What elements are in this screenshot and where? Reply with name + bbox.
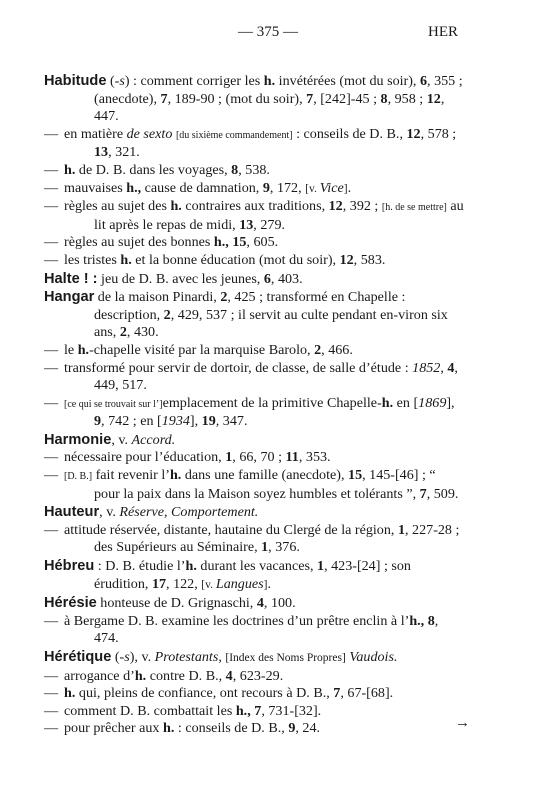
entry-text: de la maison Pinardi, (94, 289, 221, 306)
entry-text: , 466. (321, 341, 353, 358)
entry-text: 6 (263, 270, 271, 287)
entry-text: Comportement. (171, 504, 259, 521)
entry-text: h., (235, 702, 251, 719)
headword: Habitude (44, 73, 107, 89)
entry-text: , 66, 70 ; (232, 449, 286, 466)
entry-text: , 145-[46] ; “ pour la paix dans la Maison soyez humbles et tolérants ”, (94, 467, 436, 502)
entry-text: 13 (94, 144, 109, 161)
index-subentry (44, 126, 464, 162)
entry-text: , 423-[24] ; son érudition, (94, 558, 411, 592)
entry-text: : conseils de D. B., (174, 720, 289, 737)
entry-text: mauvaises (64, 179, 127, 196)
entry-text: [v. (305, 182, 320, 195)
entry-text: , 355 ; (anecdote), (94, 73, 463, 107)
entry-text: , 429, 537 ; il servit au culte pendant en-viron six ans, (94, 306, 448, 341)
entry-text: [v. (201, 578, 216, 591)
entry-text: 4 (256, 595, 264, 612)
entry-text: en [ (393, 394, 419, 411)
entry-text: , 509. (426, 485, 459, 502)
entry-text: les tristes (64, 251, 121, 268)
entry-text: 9 (262, 179, 270, 196)
entry-text: durant les vacances, (196, 558, 318, 575)
index-headword-entry (44, 271, 464, 289)
entry-text: h. (185, 558, 197, 575)
entry-text: , 24. (295, 720, 321, 737)
entry-text: , [242]-45 ; (313, 90, 381, 107)
entry-text: 9 (288, 720, 296, 737)
headword: Hangar (44, 289, 95, 306)
entry-text: [h. de se mettre] (381, 202, 447, 214)
entry-text: , 353. (298, 449, 331, 466)
entry-text: h. (77, 341, 90, 358)
entry-text: 12 (406, 125, 421, 142)
entry-text: Vaudois. (349, 649, 398, 665)
entry-text: honteuse de D. Grignaschi, (96, 595, 257, 612)
headword: Hébreu (44, 558, 95, 575)
entry-text: 4 (447, 359, 455, 376)
subentry-dash: — (44, 467, 59, 484)
entry-text: , 447. (94, 90, 445, 125)
entry-text: [du sixième commandement] (175, 129, 293, 141)
entry-text: comment D. B. combattait les (64, 702, 236, 719)
entry-text: 12 (328, 198, 343, 215)
entry-text: à Bergame D. B. examine les doctrines d’un prêtre enclin à l’ (64, 612, 410, 629)
entry-text: 6 (419, 73, 428, 89)
entry-text: 7 (306, 90, 314, 107)
entry-text: : conseils de D. B., (292, 125, 407, 142)
subentry-dash: — (44, 685, 59, 702)
subentry-dash: — (44, 449, 59, 466)
subentry-dash: — (44, 161, 59, 178)
entry-text: 8 (427, 612, 435, 629)
index-subentry (44, 449, 464, 467)
entry-text: [D. B.] (64, 471, 93, 483)
entry-text: fait revenir l’ (92, 467, 170, 484)
index-headword-entry (44, 595, 464, 613)
headword: Hérétique (44, 649, 112, 665)
entry-text: , 392 ; (342, 198, 382, 215)
entry-text: : D. B. étudie l’ (94, 558, 186, 575)
continue-arrow-icon: → (455, 715, 470, 731)
entry-text: 17 (151, 575, 167, 592)
subentry-dash: — (44, 198, 59, 215)
entry-text: , 742 ; en [ (101, 413, 162, 430)
entry-text: -chapelle visité par la marquise Barolo, (89, 341, 315, 358)
entry-text: , v. (111, 431, 132, 448)
entry-text: , 321. (108, 144, 140, 161)
entry-text: ] (263, 578, 268, 591)
entry-text: h., (409, 612, 425, 629)
entry-text: , 605. (246, 234, 279, 251)
index-subentry (44, 685, 464, 703)
entry-text: , 449, 517. (94, 359, 458, 394)
entry-text: h. (163, 720, 175, 737)
entry-text: 7 (333, 685, 341, 702)
index-subentry (44, 720, 464, 738)
entry-text: [ce qui se trouvait sur l’] (64, 398, 163, 410)
entry-text: Protestants (154, 649, 219, 665)
entry-text: , 430. (126, 324, 159, 341)
entry-text: , 731-[32]. (261, 702, 322, 719)
entry-text: , 583. (353, 251, 386, 268)
entry-text: dans une famille (anecdote), (181, 467, 349, 484)
entry-text: 8 (380, 90, 388, 107)
subentry-dash: — (44, 359, 59, 376)
index-headword-entry (44, 432, 464, 450)
subentry-dash: — (44, 125, 59, 142)
subentry-dash: — (44, 234, 59, 251)
entry-text: 2 (220, 289, 228, 306)
index-headword-entry (44, 289, 464, 342)
entry-text: pour prêcher aux (64, 720, 164, 737)
index-entries (44, 72, 464, 738)
entry-text: de D. B. dans les voyages, (75, 161, 232, 178)
entry-text: , v. (99, 504, 120, 521)
entry-text: , 172, (269, 179, 306, 196)
entry-text: 1 (317, 558, 325, 575)
entry-text: ), v. (129, 649, 155, 665)
headword: Hérésie (44, 595, 97, 612)
entry-text: 1 (225, 449, 233, 466)
entry-text: h., (126, 179, 142, 196)
entry-text: règles au sujet des (64, 198, 171, 215)
entry-text: , 67-[68]. (340, 685, 394, 702)
entry-text: h. (134, 667, 147, 684)
entry-text: ], (189, 413, 202, 430)
entry-text: , 623-29. (232, 667, 284, 684)
entry-text: -s (114, 73, 125, 89)
headword: Halte ! : (44, 270, 98, 287)
entry-text: contre D. B., (146, 667, 226, 684)
entry-text: , 474. (94, 612, 439, 647)
entry-text: 13 (239, 216, 254, 233)
index-subentry (44, 668, 464, 686)
entry-text: , (163, 504, 172, 521)
entry-text: 15 (348, 467, 363, 484)
entry-text: 1 (397, 521, 405, 538)
entry-text: , 122, (166, 575, 202, 592)
entry-text: , (440, 359, 448, 376)
subentry-dash: — (44, 341, 59, 358)
entry-text: h. (120, 251, 132, 268)
entry-text: 1852 (412, 359, 441, 376)
subentry-dash: — (44, 251, 59, 268)
entry-text: , 403. (270, 270, 303, 287)
entry-text: h. (169, 467, 182, 484)
index-subentry (44, 234, 464, 252)
entry-text: 19 (201, 413, 216, 430)
entry-text: et la bonne éducation (mot du soir), (131, 251, 340, 268)
entry-text: 7 (419, 485, 427, 502)
index-headword-entry (44, 504, 464, 522)
entry-text: 12 (339, 251, 354, 268)
entry-text: 1 (261, 539, 269, 556)
subentry-dash: — (44, 612, 59, 629)
entry-text: [Index des Noms Propres] (225, 652, 346, 664)
entry-text: , 958 ; (387, 90, 427, 107)
entry-text: 1869 (418, 394, 447, 411)
entry-text: en matière (64, 125, 127, 142)
entry-text: , 279. (253, 216, 286, 233)
entry-text: h. (64, 685, 76, 702)
entry-text: 4 (225, 667, 233, 684)
entry-text: contraires aux traditions, (181, 198, 329, 215)
entry-text: , 578 ; (420, 125, 457, 142)
index-headword-entry (44, 73, 464, 126)
entry-text: Langues (215, 575, 264, 592)
entry-text: 12 (426, 90, 441, 107)
entry-text: , 227-28 ; des Supérieurs au Séminaire, (94, 521, 460, 556)
index-subentry (44, 522, 464, 557)
entry-text: 8 (231, 161, 239, 178)
entry-text: Réserve (119, 504, 164, 521)
index-subentry (44, 703, 464, 721)
entry-text: h. (263, 73, 276, 89)
entry-text: 2 (119, 324, 127, 341)
entry-text: invétérées (mot du soir), (275, 73, 420, 89)
index-subentry (44, 198, 464, 234)
entry-text: 11 (285, 449, 299, 466)
index-subentry (44, 360, 464, 395)
index-headword-entry (44, 649, 464, 668)
index-headword-entry (44, 558, 464, 594)
entry-text: , 538. (238, 161, 270, 178)
page-number: — 375 — (238, 24, 298, 40)
entry-text: , (218, 649, 226, 665)
subentry-dash: — (44, 720, 59, 737)
index-subentry (44, 613, 464, 648)
entry-text: jeu de D. B. avec les jeunes, (97, 270, 264, 287)
headword: Harmonie (44, 431, 112, 448)
index-subentry (44, 395, 464, 431)
entry-text: h. (170, 198, 182, 215)
entry-text: emplacement de la primitive Chapelle- (162, 394, 382, 411)
entry-text: 7 (254, 702, 262, 719)
entry-text: qui, pleins de confiance, ont recours à D. B., (75, 685, 334, 702)
entry-text: , 425 ; transformé en Chapelle : description, (94, 289, 406, 323)
index-subentry (44, 467, 464, 503)
entry-text: h., (213, 234, 229, 251)
subentry-dash: — (44, 179, 59, 196)
entry-text: , 100. (263, 595, 296, 612)
entry-text: ) : comment corriger les (124, 73, 264, 89)
entry-text: ] (343, 182, 348, 195)
entry-text: au lit après le repas de midi, (94, 198, 464, 233)
entry-text: règles au sujet des bonnes (64, 234, 214, 251)
entry-text: le (64, 341, 78, 358)
entry-text: 7 (160, 90, 168, 107)
entry-text: 1934 (161, 413, 190, 430)
entry-text: nécessaire pour l’éducation, (64, 449, 226, 466)
subentry-dash: — (44, 667, 59, 684)
entry-text: , 189-90 ; (mot du soir), (167, 90, 307, 107)
entry-text: cause de damnation, (141, 179, 263, 196)
entry-text: 15 (232, 234, 247, 251)
index-subentry (44, 342, 464, 360)
entry-text: ( (111, 649, 120, 665)
entry-text: ( (106, 73, 115, 89)
index-subentry (44, 180, 464, 199)
running-head: HER (428, 24, 458, 40)
index-subentry (44, 162, 464, 180)
headword: Hauteur (44, 504, 100, 521)
subentry-dash: — (44, 521, 59, 538)
entry-text: . (347, 179, 352, 196)
entry-text: . (267, 575, 272, 592)
entry-text: h. (381, 394, 394, 411)
subentry-dash: — (44, 702, 59, 719)
entry-text: de sexto (126, 125, 173, 142)
entry-text: ], (446, 394, 455, 411)
subentry-dash: — (44, 394, 59, 411)
entry-text: transformé pour servir de dortoir, de classe, de salle d’étude : (64, 359, 413, 376)
entry-text: 2 (314, 341, 322, 358)
index-subentry (44, 252, 464, 270)
entry-text: , 376. (268, 539, 300, 556)
entry-text: Accord. (131, 431, 176, 448)
entry-text: h. (64, 161, 76, 178)
entry-text: arrogance d’ (64, 667, 135, 684)
entry-text: 9 (94, 413, 102, 430)
entry-text: Vice (319, 179, 344, 196)
entry-text: , 347. (215, 413, 248, 430)
entry-text: -s (119, 649, 130, 665)
entry-text: attitude réservée, distante, hautaine du Clergé de la région, (64, 521, 398, 538)
entry-text: 2 (163, 306, 171, 323)
